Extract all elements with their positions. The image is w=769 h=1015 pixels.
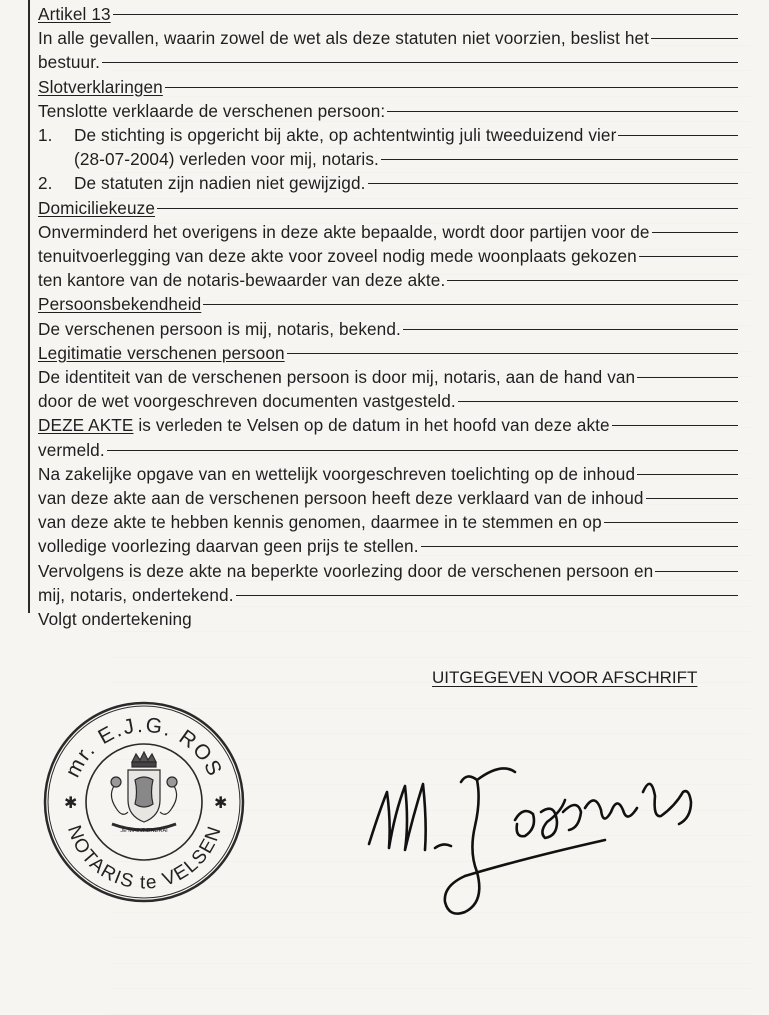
filler-rule <box>381 159 738 160</box>
filler-rule <box>113 14 738 15</box>
filler-rule <box>458 401 738 402</box>
text-line <box>38 365 738 389</box>
list-number: 1. <box>38 125 53 146</box>
seal-top-text: mr. E.J.G. ROS <box>61 713 227 782</box>
margin-rule <box>28 0 30 613</box>
line-text: volledige voorlezing daarvan geen prijs te stellen. <box>38 536 419 557</box>
line-text: Persoonsbekendheid <box>38 294 202 315</box>
notary-seal <box>42 700 247 905</box>
text-line <box>38 317 738 341</box>
section-heading <box>38 292 738 316</box>
line-text: In alle gevallen, waarin zowel de wet als deze statuten niet voorzien, beslist het <box>38 28 650 49</box>
line-text: van deze akte aan de verschenen persoon heeft deze verklaard van de inhoud <box>38 488 644 509</box>
seal-motto: JE MAINTIENDRAI <box>120 828 168 834</box>
text-line <box>38 147 738 171</box>
text-line <box>38 99 738 123</box>
line-text: door de wet voorgeschreven documenten vastgesteld. <box>38 391 456 412</box>
line-text: mij, notaris, ondertekend. <box>38 584 234 605</box>
line-text: De identiteit van de verschenen persoon is door mij, notaris, aan de hand van <box>38 367 636 388</box>
text-line <box>38 244 738 268</box>
text-line <box>38 583 738 607</box>
filler-rule <box>637 474 738 475</box>
handwritten-signature <box>365 752 725 932</box>
text-line <box>38 413 738 437</box>
star-icon: ✱ <box>64 793 78 812</box>
line-text: Tenslotte verklaarde de verschenen persoon: <box>38 100 386 121</box>
text-line <box>38 438 738 462</box>
text-line <box>38 559 738 583</box>
filler-rule <box>655 571 738 572</box>
filler-rule <box>646 498 738 499</box>
filler-rule <box>368 183 739 184</box>
filler-rule <box>652 232 738 233</box>
line-text: Legitimatie verschenen persoon <box>38 342 285 363</box>
filler-rule <box>387 111 738 112</box>
section-heading <box>38 75 738 99</box>
filler-rule <box>637 377 738 378</box>
line-text: van deze akte te hebben kennis genomen, daarmee in te stemmen en op <box>38 512 602 533</box>
deed-lead: DEZE AKTE <box>38 415 134 436</box>
line-text: Artikel 13 <box>38 4 111 24</box>
filler-rule <box>639 256 738 257</box>
filler-rule <box>403 329 738 330</box>
text-line <box>38 510 738 534</box>
filler-rule <box>651 38 738 39</box>
line-text: is verleden te Velsen op de datum in het hoofd van deze akte <box>133 415 610 436</box>
text-line <box>38 268 738 292</box>
line-text: Vervolgens is deze akte na beperkte voorlezing door de verschenen persoon en <box>38 560 654 581</box>
filler-rule <box>618 135 738 136</box>
line-text: De verschenen persoon is mij, notaris, bekend. <box>38 318 401 339</box>
line-text: ten kantore van de notaris-bewaarder van deze akte. <box>38 270 446 291</box>
text-line <box>38 462 738 486</box>
filler-rule <box>287 353 738 354</box>
filler-rule <box>157 208 738 209</box>
line-text: De stichting is opgericht bij akte, op achtentwintig juli tweeduizend vier <box>74 125 617 146</box>
line-text: Volgt ondertekening <box>38 609 192 630</box>
line-text: Domiciliekeuze <box>38 197 155 218</box>
line-text: Onverminderd het overigens in deze akte bepaalde, wordt door partijen voor de <box>38 221 650 242</box>
list-number: 2. <box>38 173 53 194</box>
text-line <box>38 123 738 147</box>
filler-rule <box>107 450 738 451</box>
filler-rule <box>203 304 738 305</box>
section-heading <box>38 2 738 26</box>
section-heading <box>38 341 738 365</box>
filler-rule <box>604 522 738 523</box>
line-text: Slotverklaringen <box>38 76 163 97</box>
filler-rule <box>447 280 738 281</box>
line-text: bestuur. <box>38 52 100 73</box>
filler-rule <box>612 425 738 426</box>
coat-of-arms-icon <box>111 752 177 830</box>
text-line <box>38 607 738 631</box>
document-body <box>38 2 738 631</box>
text-line <box>38 534 738 558</box>
line-text: vermeld. <box>38 439 105 460</box>
seal-bottom-text: NOTARIS te VELSEN <box>62 822 227 894</box>
filler-rule <box>421 546 738 547</box>
text-line <box>38 171 738 195</box>
line-text: tenuitvoerlegging van deze akte voor zoveel nodig mede woonplaats gekozen <box>38 246 637 267</box>
text-line <box>38 26 738 50</box>
filler-rule <box>165 87 738 88</box>
section-heading <box>38 196 738 220</box>
star-icon: ✱ <box>214 793 228 812</box>
filler-rule <box>236 595 738 596</box>
line-text: (28-07-2004) verleden voor mij, notaris. <box>74 149 379 170</box>
text-line <box>38 486 738 510</box>
text-line <box>38 389 738 413</box>
line-text: Na zakelijke opgave van en wettelijk voorgeschreven toelichting op de inhoud <box>38 463 636 484</box>
text-line <box>38 50 738 74</box>
issued-for-copy-label: UITGEGEVEN VOOR AFSCHRIFT <box>432 668 698 687</box>
text-line <box>38 220 738 244</box>
line-text: De statuten zijn nadien niet gewijzigd. <box>74 173 366 194</box>
filler-rule <box>102 62 738 63</box>
